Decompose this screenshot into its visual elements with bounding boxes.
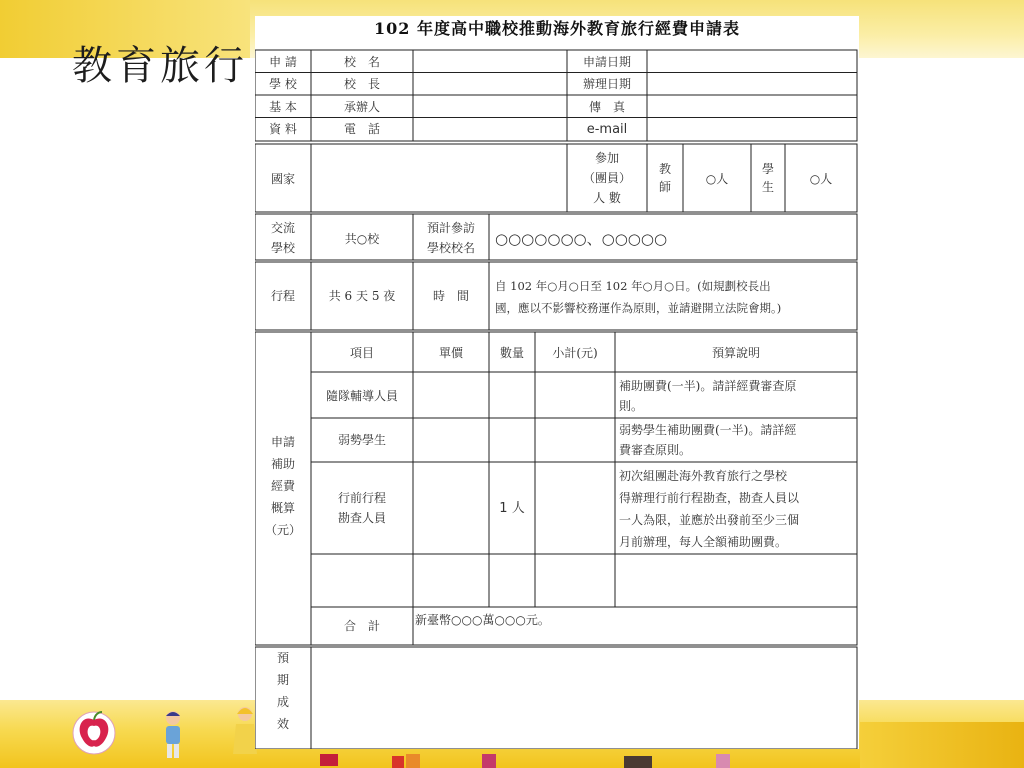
itinerary-label: 行程: [270, 289, 296, 303]
header-unit-price: 單價: [438, 346, 464, 360]
expected-results-section: [255, 647, 857, 749]
row-note-line: 一人為限，並應於出發前至少三個: [619, 513, 800, 527]
expected-label-3: 成: [276, 695, 290, 709]
row-quantity: 1 人: [499, 501, 525, 516]
country-label: 國家: [270, 172, 296, 186]
exchange-label-2: 學校: [270, 241, 296, 255]
application-form: [255, 16, 859, 749]
basic-group-label-4: 資 料: [269, 122, 297, 136]
planned-schools-value: ○○○○○○○、○○○○○: [495, 230, 668, 248]
participants-label-2: （團員）: [582, 171, 632, 185]
basic-group-label-1: 申 請: [269, 55, 297, 69]
school-name-label: 校 名: [343, 55, 381, 69]
header-quantity: 數量: [499, 346, 525, 360]
figure-decor-icon: [712, 748, 734, 768]
basic-group-label-2: 學 校: [269, 77, 297, 91]
bottom-decor-band-accent: [860, 722, 1024, 768]
principal-label: 校 長: [343, 77, 381, 91]
figure-decor-icon: [622, 748, 656, 768]
country-section: [255, 144, 857, 212]
form-table: [255, 16, 859, 749]
fax-label: 傳 真: [588, 100, 626, 114]
row-note-line: 則。: [619, 399, 644, 413]
participants-label-1: 參加: [594, 151, 620, 165]
teacher-label-1: 教: [658, 162, 672, 176]
header-note: 預算說明: [711, 346, 761, 360]
budget-group-label-2: 補助: [270, 457, 296, 471]
row-item-survey-staff-line-1: 行前行程: [337, 491, 387, 505]
exchange-school-count: 共○校: [344, 232, 380, 246]
student-label-1: 學: [761, 162, 775, 176]
expected-label-4: 效: [276, 717, 290, 731]
event-date-label: 辦理日期: [582, 77, 632, 91]
email-label: e-mail: [586, 122, 628, 137]
form-title: 102 年度高中職校推動海外教育旅行經費申請表: [374, 19, 740, 38]
teacher-label-2: 師: [658, 180, 672, 194]
row-item-survey-staff-line-2: 勘查人員: [337, 511, 387, 525]
time-value-line-1: 自 102 年○月○日至 102 年○月○日。(如規劃校長出: [495, 279, 771, 293]
budget-group-label-4: 概算: [270, 501, 296, 515]
exchange-school-section: [255, 214, 857, 260]
planned-schools-label-1: 預計參訪: [426, 221, 476, 235]
figure-decor-icon: [478, 748, 500, 768]
row-note-line: 得辦理行前行程勘查，勘查人員以: [619, 491, 800, 505]
row-note-line: 費審查原則。: [619, 443, 692, 457]
exchange-label-1: 交流: [270, 221, 296, 235]
child-figure-icon: [158, 708, 188, 760]
itinerary-section: [255, 262, 857, 330]
student-count: ○人: [809, 172, 833, 186]
planned-schools-label-2: 學校校名: [426, 241, 476, 255]
basic-info-section: [255, 50, 857, 141]
total-value: 新臺幣○○○萬○○○元。: [415, 613, 550, 627]
budget-section: [255, 332, 857, 645]
participants-label-3: 人 數: [593, 191, 621, 205]
student-label-2: 生: [761, 180, 775, 194]
expected-label-1: 預: [276, 651, 290, 665]
time-value-line-2: 國，應以不影響校務運作為原則，並請避開立法院會期。): [495, 301, 782, 315]
apple-logo-icon: [68, 706, 120, 756]
budget-group-label-3: 經費: [270, 479, 296, 493]
row-item-escort-staff: 隨隊輔導人員: [325, 389, 399, 403]
teacher-count: ○人: [705, 172, 729, 186]
phone-label: 電 話: [343, 122, 381, 136]
row-item-disadvantaged-students: 弱勢學生: [337, 433, 387, 447]
time-label: 時 間: [432, 289, 470, 303]
itinerary-duration: 共 6 天 5 夜: [328, 289, 396, 303]
header-item: 項目: [349, 346, 375, 360]
slide-title: 教育旅行: [72, 43, 248, 89]
expected-label-2: 期: [276, 673, 290, 687]
figure-decor-icon: [318, 748, 340, 768]
header-subtotal: 小計(元): [552, 346, 598, 360]
total-label: 合 計: [343, 619, 381, 633]
row-note-line: 初次組團赴海外教育旅行之學校: [619, 469, 788, 483]
basic-group-label-3: 基 本: [269, 100, 297, 114]
apply-date-label: 申請日期: [582, 55, 632, 69]
budget-group-label-5: （元）: [264, 523, 302, 537]
row-note-line: 補助團費(一半)。請詳經費審查原: [619, 379, 797, 393]
figure-decor-icon: [390, 748, 424, 768]
budget-group-label-1: 申請: [270, 435, 296, 449]
organizer-label: 承辦人: [343, 100, 381, 114]
row-note-line: 月前辦理，每人全額補助團費。: [619, 535, 788, 549]
row-note-line: 弱勢學生補助團費(一半)。請詳經: [619, 423, 797, 437]
